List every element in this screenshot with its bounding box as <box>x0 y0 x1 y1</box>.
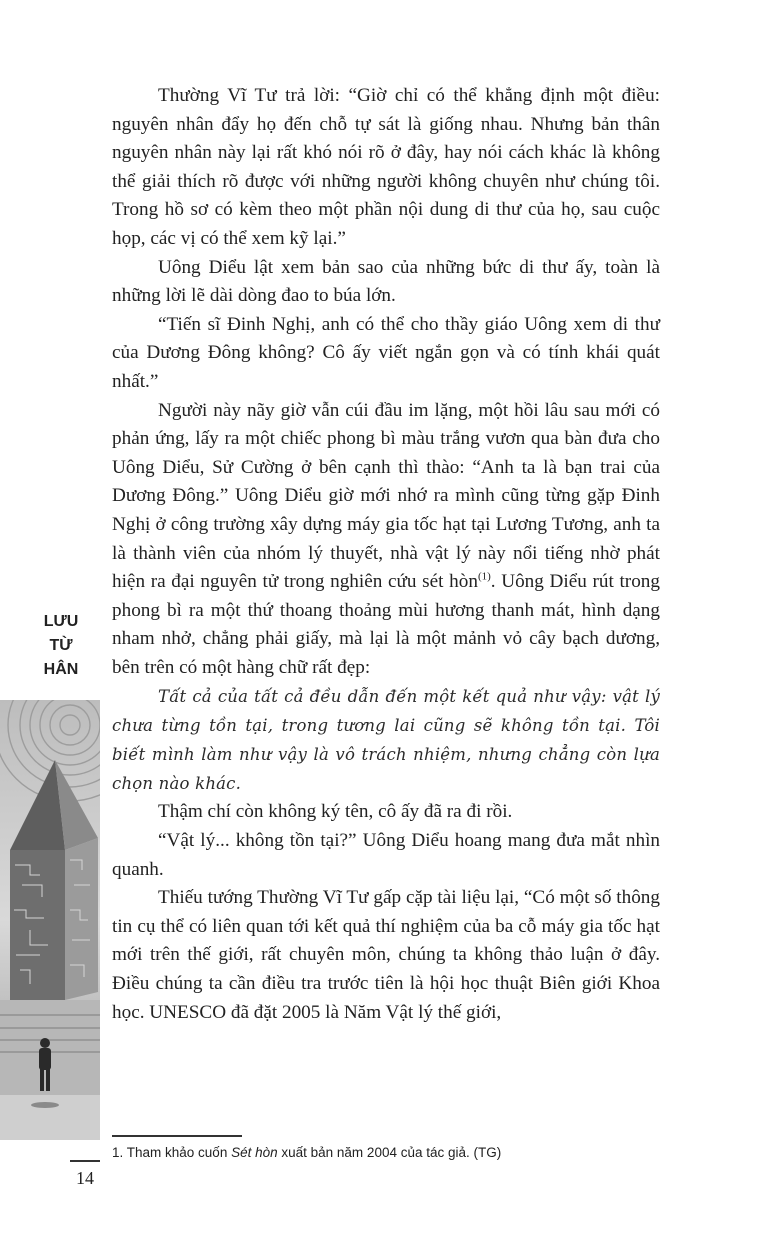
footnote-suffix: xuất bản năm 2004 của tác giả. (TG) <box>277 1145 502 1160</box>
paragraph-text: . Uông Diểu rút trong phong bì ra một thứ thoang thoảng mùi hương thanh mát, hình dạng nham nhở, chẳng phải giấy, mà lại là một mảnh vỏ cây bạch dương, bên trên có một hàng chữ rất đẹp: <box>112 571 660 678</box>
page-number: 14 <box>76 1168 94 1188</box>
paragraph: “Vật lý... không tồn tại?” Uông Diểu hoang mang đưa mắt nhìn quanh. <box>112 830 660 880</box>
footnote <box>112 1145 672 1160</box>
side-cover-art <box>0 700 100 1140</box>
paragraph-text: Người này nãy giờ vẫn cúi đầu im lặng, một hồi lâu sau mới có phản ứng, lấy ra một chiếc phong bì màu trắng vươn qua bàn đưa cho Uông Diểu, Sử Cường ở bên cạnh thì thào: “Anh ta là bạn trai của Dương Đông.” Uông Diểu giờ mới nhớ ra mình cũng từng gặp Đinh Nghị ở công trường xây dựng máy gia tốc hạt tại Lương Tương, anh ta là thành viên của nhóm lý thuyết, nhà vật lý này nổi tiếng nhờ phát hiện ra đại nguyên tử trong nghiên cứu sét hòn <box>112 399 660 593</box>
paragraph: Thậm chí còn không ký tên, cô ấy đã ra đi rồi. <box>158 801 513 823</box>
paragraph: Uông Diểu lật xem bản sao của những bức di thư ấy, toàn là những lời lẽ dài dòng đao to búa lớn. <box>112 256 660 307</box>
footnote-prefix: 1. Tham khảo cuốn <box>112 1145 232 1160</box>
side-title-line: LƯU <box>43 613 79 630</box>
side-author-name <box>30 610 92 682</box>
side-title-line: TỪ <box>49 637 73 654</box>
side-title-line: HÂN <box>43 661 79 678</box>
paragraph <box>112 397 660 683</box>
paragraph: Thiếu tướng Thường Vĩ Tư gấp cặp tài liệu lại, “Có một số thông tin cụ thể có liên quan tới kết quả thí nghiệm của ba cỗ máy gia tốc hạt mới trên thế giới, rất chuyên môn, chúng ta không thảo luận ở đây. Điều chúng ta cần điều tra trước tiên là hội học thuật Biên giới Khoa học. UNESCO đã đặt 2005 là Năm Vật lý thế giới, <box>112 887 660 1023</box>
footnote-book-title: Sét hòn <box>231 1145 278 1160</box>
paragraph: Thường Vĩ Tư trả lời: “Giờ chỉ có thể khẳng định một điều: nguyên nhân đẩy họ đến chỗ tự sát là giống nhau. Nhưng bản thân nguyên nhân này lại rất khó nói rõ ở đây, hay nói cách khác là không thể giải thích rõ được với những người không chuyên như chúng tôi. Trong hồ sơ có kèm theo một phần nội dung di thư của họ, sau cuộc họp, các vị có thể xem kỹ lại.” <box>112 85 660 249</box>
page-number-rule <box>70 1160 100 1162</box>
paragraph: “Tiến sĩ Đinh Nghị, anh có thể cho thầy giáo Uông xem di thư của Dương Đông không? Cô ấy viết ngắn gọn và có tính khái quát nhất.” <box>112 313 660 392</box>
footnote-marker[interactable]: (1) <box>477 570 491 583</box>
footnote-divider <box>112 1135 242 1137</box>
body-text <box>112 82 660 1027</box>
handwritten-quote: Tất cả của tất cả đều dẫn đến một kết quả như vậy: vật lý chưa từng tồn tại, trong tương lai cũng sẽ không tồn tại. Tôi biết mình làm như vậy là vô trách nhiệm, nhưng chẳng còn lựa chọn nào khác. <box>112 687 660 794</box>
